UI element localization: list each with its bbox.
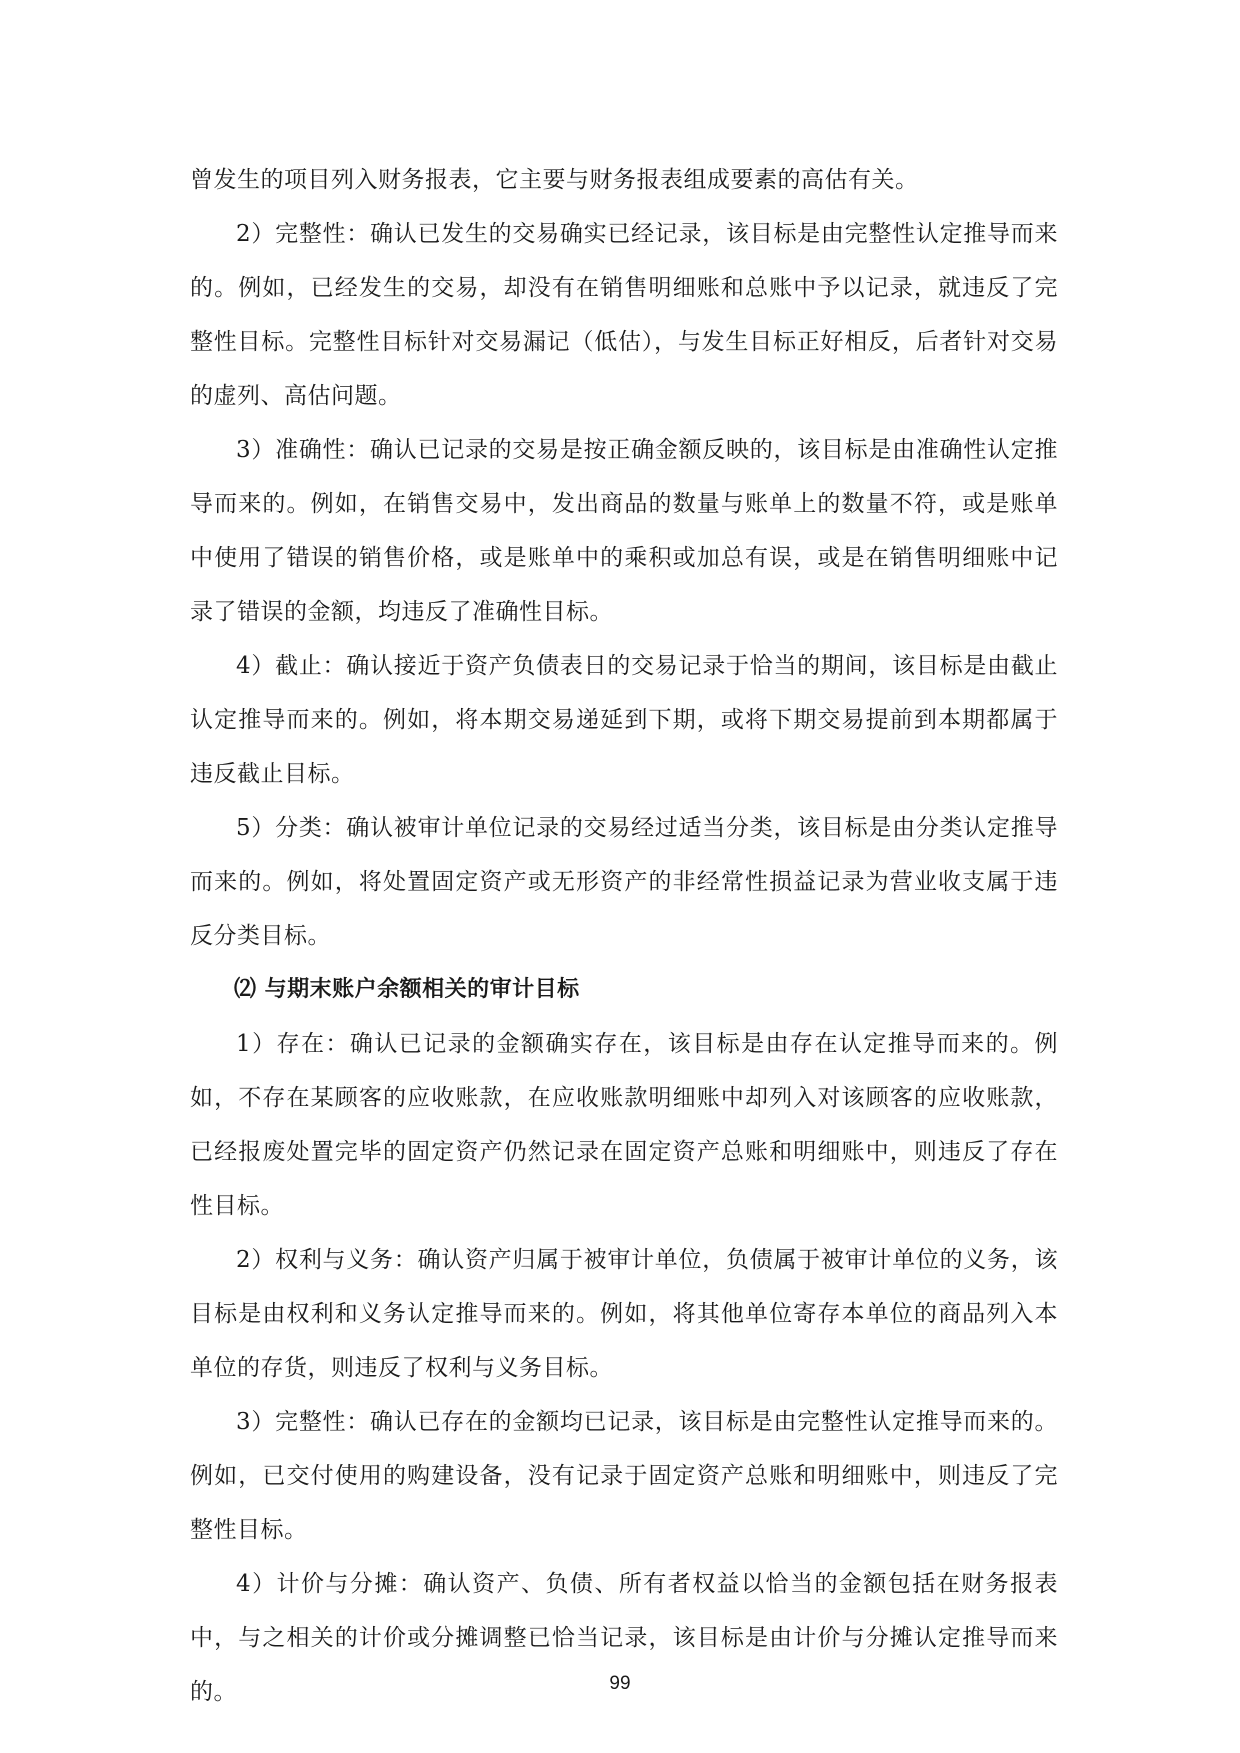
paragraph-accuracy: 3）准确性：确认已记录的交易是按正确金额反映的，该目标是由准确性认定推导而来的。例如，在销售交易中，发出商品的数量与账单上的数量不符，或是账单中使用了错误的销售价格，或是账单中的乘积或加总有误，或是在销售明细账中记录了错误的金额，均违反了准确性目标。 (190, 437, 1058, 625)
paragraph-rights-obligations: 2）权利与义务：确认资产归属于被审计单位，负债属于被审计单位的义务，该目标是由权利和义务认定推导而来的。例如，将其他单位寄存本单位的商品列入本单位的存货，则违反了权利与义务目标。 (190, 1247, 1058, 1381)
page-number: 99 (609, 1673, 631, 1694)
paragraph-continuation: 曾发生的项目列入财务报表，它主要与财务报表组成要素的高估有关。 (190, 167, 919, 193)
paragraph-completeness-balance: 3）完整性：确认已存在的金额均已记录，该目标是由完整性认定推导而来的。例如，已交付使用的购建设备，没有记录于固定资产总账和明细账中，则违反了完整性目标。 (190, 1409, 1058, 1543)
section-heading: ⑵ 与期末账户余额相关的审计目标 (234, 977, 580, 1002)
paragraph-classification: 5）分类：确认被审计单位记录的交易经过适当分类，该目标是由分类认定推导而来的。例如，将处置固定资产或无形资产的非经常性损益记录为营业收支属于违反分类目标。 (190, 815, 1058, 949)
paragraph-existence: 1）存在：确认已记录的金额确实存在，该目标是由存在认定推导而来的。例如，不存在某顾客的应收账款，在应收账款明细账中却列入对该顾客的应收账款，已经报废处置完毕的固定资产仍然记录在固定资产总账和明细账中，则违反了存在性目标。 (190, 1031, 1058, 1219)
page-body (190, 153, 1058, 1719)
paragraph-valuation-allocation: 4）计价与分摊：确认资产、负债、所有者权益以恰当的金额包括在财务报表中，与之相关的计价或分摊调整已恰当记录，该目标是由计价与分摊认定推导而来的。 (190, 1571, 1058, 1705)
paragraph-completeness-transaction: 2）完整性：确认已发生的交易确实已经记录，该目标是由完整性认定推导而来的。例如，已经发生的交易，却没有在销售明细账和总账中予以记录，就违反了完整性目标。完整性目标针对交易漏记（低估），与发生目标正好相反，后者针对交易的虚列、高估问题。 (190, 221, 1058, 409)
paragraph-cutoff: 4）截止：确认接近于资产负债表日的交易记录于恰当的期间，该目标是由截止认定推导而来的。例如，将本期交易递延到下期，或将下期交易提前到本期都属于违反截止目标。 (190, 653, 1058, 787)
